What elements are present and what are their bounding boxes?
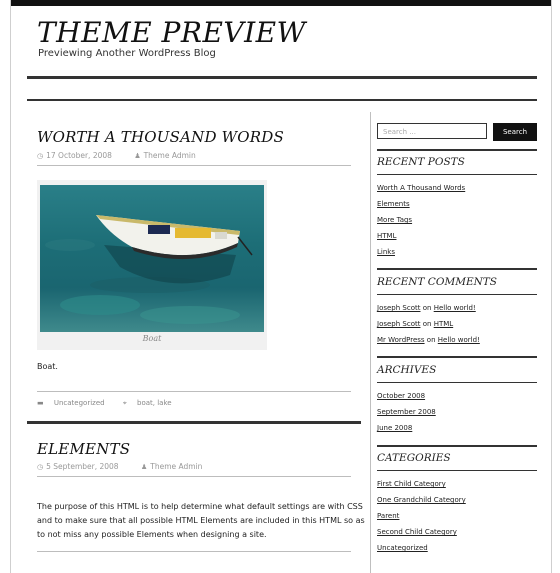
clock-icon: ◷ bbox=[37, 463, 44, 471]
post-tags[interactable]: boat, lake bbox=[137, 399, 172, 407]
category-link[interactable]: First Child Category bbox=[377, 480, 446, 488]
widget-rule-bottom bbox=[377, 294, 537, 295]
post-category[interactable]: Uncategorized bbox=[53, 399, 105, 407]
comment-author-link[interactable]: Joseph Scott bbox=[377, 304, 421, 312]
site-title[interactable]: THEME PREVIEW bbox=[37, 16, 306, 49]
widget-title-categories: CATEGORIES bbox=[377, 452, 451, 464]
category-link[interactable]: Uncategorized bbox=[377, 544, 428, 552]
post-meta-rule bbox=[37, 165, 351, 166]
widget-rule-bottom bbox=[377, 470, 537, 471]
boat-photo[interactable] bbox=[40, 185, 264, 332]
tag-icon: ⌖ bbox=[122, 399, 127, 407]
widget-rule-top bbox=[377, 445, 537, 447]
recent-comment bbox=[377, 336, 480, 344]
post-taxonomy bbox=[37, 399, 188, 408]
post-meta bbox=[37, 462, 222, 471]
comment-on-word: on bbox=[422, 320, 432, 328]
post-meta bbox=[37, 151, 216, 160]
recent-post-link[interactable]: More Tags bbox=[377, 216, 413, 224]
widget-rule-top bbox=[377, 149, 537, 151]
excerpt-line: and to make sure that all possible HTML Elements are included in this HTML so as bbox=[37, 516, 365, 525]
post-author[interactable]: Theme Admin bbox=[150, 462, 203, 471]
post-author[interactable]: Theme Admin bbox=[143, 151, 196, 160]
widget-title-recent-comments: RECENT COMMENTS bbox=[377, 276, 497, 288]
category-link[interactable]: Second Child Category bbox=[377, 528, 457, 536]
comment-on-word: on bbox=[426, 336, 436, 344]
clock-icon: ◷ bbox=[37, 152, 44, 160]
post-date[interactable]: 17 October, 2008 bbox=[46, 151, 112, 160]
post-footer-rule bbox=[37, 391, 351, 392]
nav-rule bbox=[27, 99, 537, 101]
comment-post-link[interactable]: Hello world! bbox=[437, 336, 480, 344]
search-button[interactable]: Search bbox=[493, 123, 537, 141]
top-bar bbox=[11, 0, 551, 6]
comment-post-link[interactable]: HTML bbox=[433, 320, 454, 328]
post-excerpt: Boat. bbox=[37, 362, 58, 371]
post-separator bbox=[27, 421, 361, 424]
archive-link[interactable]: September 2008 bbox=[377, 408, 436, 416]
recent-post-link[interactable]: Links bbox=[377, 248, 395, 256]
post-meta-rule bbox=[37, 476, 351, 477]
widget-rule-top bbox=[377, 356, 537, 358]
recent-post-link[interactable]: HTML bbox=[377, 232, 397, 240]
folder-icon: ▬ bbox=[37, 399, 44, 407]
comment-post-link[interactable]: Hello world! bbox=[433, 304, 476, 312]
comment-on-word: on bbox=[422, 304, 432, 312]
recent-comment bbox=[377, 304, 476, 312]
post-title[interactable]: ELEMENTS bbox=[37, 440, 131, 458]
site-description: Previewing Another WordPress Blog bbox=[38, 48, 216, 59]
category-link[interactable]: Parent bbox=[377, 512, 400, 520]
widget-rule-bottom bbox=[377, 382, 537, 383]
recent-post-link[interactable]: Worth A Thousand Words bbox=[377, 184, 466, 192]
recent-post-link[interactable]: Elements bbox=[377, 200, 410, 208]
search-input[interactable]: Search ... bbox=[377, 123, 487, 139]
post-excerpt bbox=[37, 500, 365, 542]
content-rule bbox=[37, 551, 351, 552]
post-title[interactable]: WORTH A THOUSAND WORDS bbox=[37, 128, 284, 146]
archive-link[interactable]: October 2008 bbox=[377, 392, 426, 400]
page-frame bbox=[10, 0, 552, 573]
widget-rule-bottom bbox=[377, 174, 537, 175]
comment-author-link[interactable]: Joseph Scott bbox=[377, 320, 421, 328]
recent-comment bbox=[377, 320, 453, 328]
category-link[interactable]: One Grandchild Category bbox=[377, 496, 466, 504]
widget-rule-top bbox=[377, 268, 537, 270]
excerpt-line: to not miss any possible Elements when designing a site. bbox=[37, 530, 267, 539]
widget-title-archives: ARCHIVES bbox=[377, 364, 437, 376]
excerpt-line: The purpose of this HTML is to help determine what default settings are with CSS bbox=[37, 502, 363, 511]
post-date[interactable]: 5 September, 2008 bbox=[46, 462, 119, 471]
post-figure bbox=[37, 180, 267, 350]
archive-link[interactable]: June 2008 bbox=[377, 424, 413, 432]
person-icon: ♟ bbox=[140, 463, 148, 471]
image-caption: Boat bbox=[142, 334, 162, 343]
comment-author-link[interactable]: Mr WordPress bbox=[377, 336, 425, 344]
column-divider bbox=[370, 112, 371, 573]
header-rule bbox=[27, 76, 537, 79]
widget-title-recent-posts: RECENT POSTS bbox=[377, 156, 465, 168]
person-icon: ♟ bbox=[134, 152, 141, 160]
